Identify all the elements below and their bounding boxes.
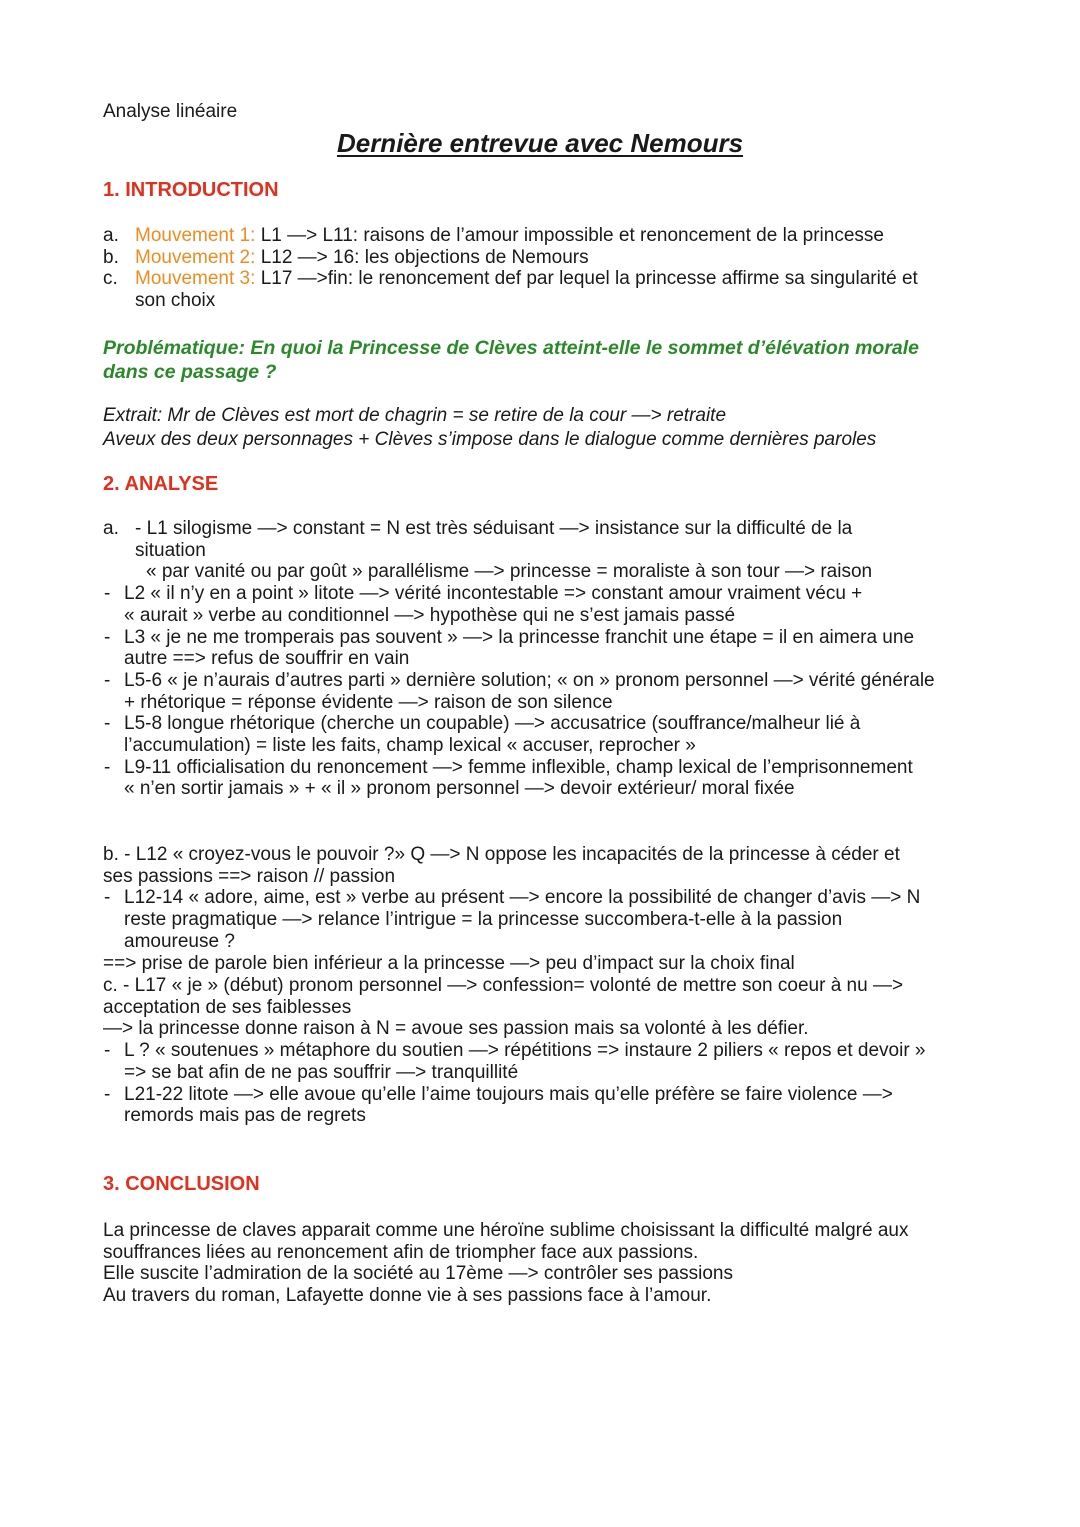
section-heading-conclusion: 3. CONCLUSION [103,1173,260,1195]
part-c-intro-line: acceptation de ses faiblesses [103,996,352,1018]
extract-line: Extrait: Mr de Clèves est mort de chagrin = se retire de la cour —> retraite [103,405,727,426]
extract-line: Aveux des deux personnages + Clèves s’impose dans le dialogue comme dernières paroles [103,429,877,450]
list-item: - L9-11 officialisation du renoncement —> femme inflexible, champ lexical de l’emprisonnement « n’en sortir jamais » + « il » pronom personnel —> devoir extérieur/ moral fixée [104,756,913,800]
bullet-dash: - [104,887,111,909]
movement-continuation: son choix [135,290,216,312]
list-item: - L5-8 longue rhétorique (cherche un coupable) —> accusatrice (souffrance/malheur lié à l’accumulation) = liste les faits, champ lexical « accuser, reprocher » [104,713,861,757]
part-a-first-line: a. - L1 silogisme —> constant = N est très séduisant —> insistance sur la difficulté de la [103,518,853,539]
bullet-dash: - [104,1083,111,1105]
section-heading-introduction: 1. INTRODUCTION [103,179,279,201]
analyse-part-b [103,844,1063,974]
bullet-dash: - [104,583,111,605]
bullet-dash: - [104,756,111,778]
movement-item [103,225,1003,247]
movement-text: L12 —> 16: les objections de Nemours [260,246,589,268]
extract-text [103,404,1063,452]
part-b-intro-line: b. - L12 « croyez-vous le pouvoir ?» Q —> N oppose les incapacités de la princesse à céder et [103,844,900,865]
bullet-dash: - [104,626,111,648]
list-item: - L5-6 « je n’aurais d’autres parti » dernière solution; « on » pronom personnel —> vérité générale + rhétorique = réponse évidente —> raison de son silence [104,669,935,713]
conclusion-line: Elle suscite l’admiration de la société au 17ème —> contrôler ses passions [103,1263,733,1285]
conclusion-line: La princesse de claves apparait comme une héroïne sublime choisissant la difficulté malgré aux [103,1220,909,1241]
list-item: - L21-22 litote —> elle avoue qu’elle l’aime toujours mais qu’elle préfère se faire violence —> remords mais pas de regrets [104,1083,893,1127]
part-c-intro-line: —> la princesse donne raison à N = avoue ses passion mais sa volonté à les défier. [103,1018,809,1040]
list-item: - L ? « soutenues » métaphore du soutien —> répétitions => instaure 2 piliers « repos et devoir » => se bat afin de ne pas souffrir —> tranquillité [104,1040,926,1083]
part-b-after-line: ==> prise de parole bien inférieur a la princesse —> peu d’impact sur la choix final [103,952,795,974]
section-heading-analyse: 2. ANALYSE [103,473,219,495]
bullet-dash: - [104,713,111,735]
list-marker: b. [103,246,119,268]
problematique-line: dans ce passage ? [103,361,277,383]
movement-text: L1 —> L11: raisons de l’amour impossible et renoncement de la princesse [260,225,884,246]
part-b-intro-line: ses passions ==> raison // passion [103,865,396,887]
list-marker: a. [103,518,119,539]
movement-name: Mouvement 2: [135,246,256,268]
conclusion-line: souffrances liées au renoncement afin de triompher face aux passions. [103,1241,699,1263]
problematique-line: Problématique: En quoi la Princesse de Clèves atteint-elle le sommet d’élévation morale [103,337,920,359]
document-label: Analyse linéaire [103,101,238,122]
list-marker: c. [103,268,118,290]
list-item: - L3 « je ne me tromperais pas souvent » —> la princesse franchit une étape = il en aimera une autre ==> refus de souffrir en vain [104,626,915,670]
list-item: - L12-14 « adore, aime, est » verbe au présent —> encore la possibilité de changer d’avis —> N reste pragmatique —> relance l’intrigue = la princesse succombera-t-elle à la passion amoureuse ? [104,887,921,952]
list-marker: a. [103,225,119,246]
bullet-dash: - [104,1040,111,1062]
analyse-part-c [103,975,1063,1127]
movement-item [103,268,1003,290]
problematique [103,336,1063,384]
movement-text: L17 —>fin: le renoncement def par lequel la princesse affirme sa singularité et [260,268,918,290]
part-c-intro-line: c. - L17 « je » (début) pronom personnel —> confession= volonté de mettre son coeur à nu —> [103,975,904,996]
movement-name: Mouvement 1: [135,225,256,246]
movement-item [103,247,1003,269]
part-a-continuation: situation [135,539,206,561]
movements-list [103,225,1003,312]
part-a-quote-line: « par vanité ou par goût » parallélisme —> princesse = moraliste à son tour —> raison [146,561,873,583]
document-title: Dernière entrevue avec Nemours [336,128,744,158]
conclusion-line: Au travers du roman, Lafayette donne vie à ses passions face à l’amour. [103,1285,712,1307]
movement-name: Mouvement 3: [135,268,256,290]
analyse-part-a [103,518,1063,800]
bullet-dash: - [104,669,111,691]
list-item: - L2 « il n’y en a point » litote —> vérité incontestable => constant amour vraiment vécu + « aurait » verbe au conditionnel —> hypothèse qui ne s’est jamais passé [104,583,863,626]
conclusion-text [103,1220,1063,1307]
